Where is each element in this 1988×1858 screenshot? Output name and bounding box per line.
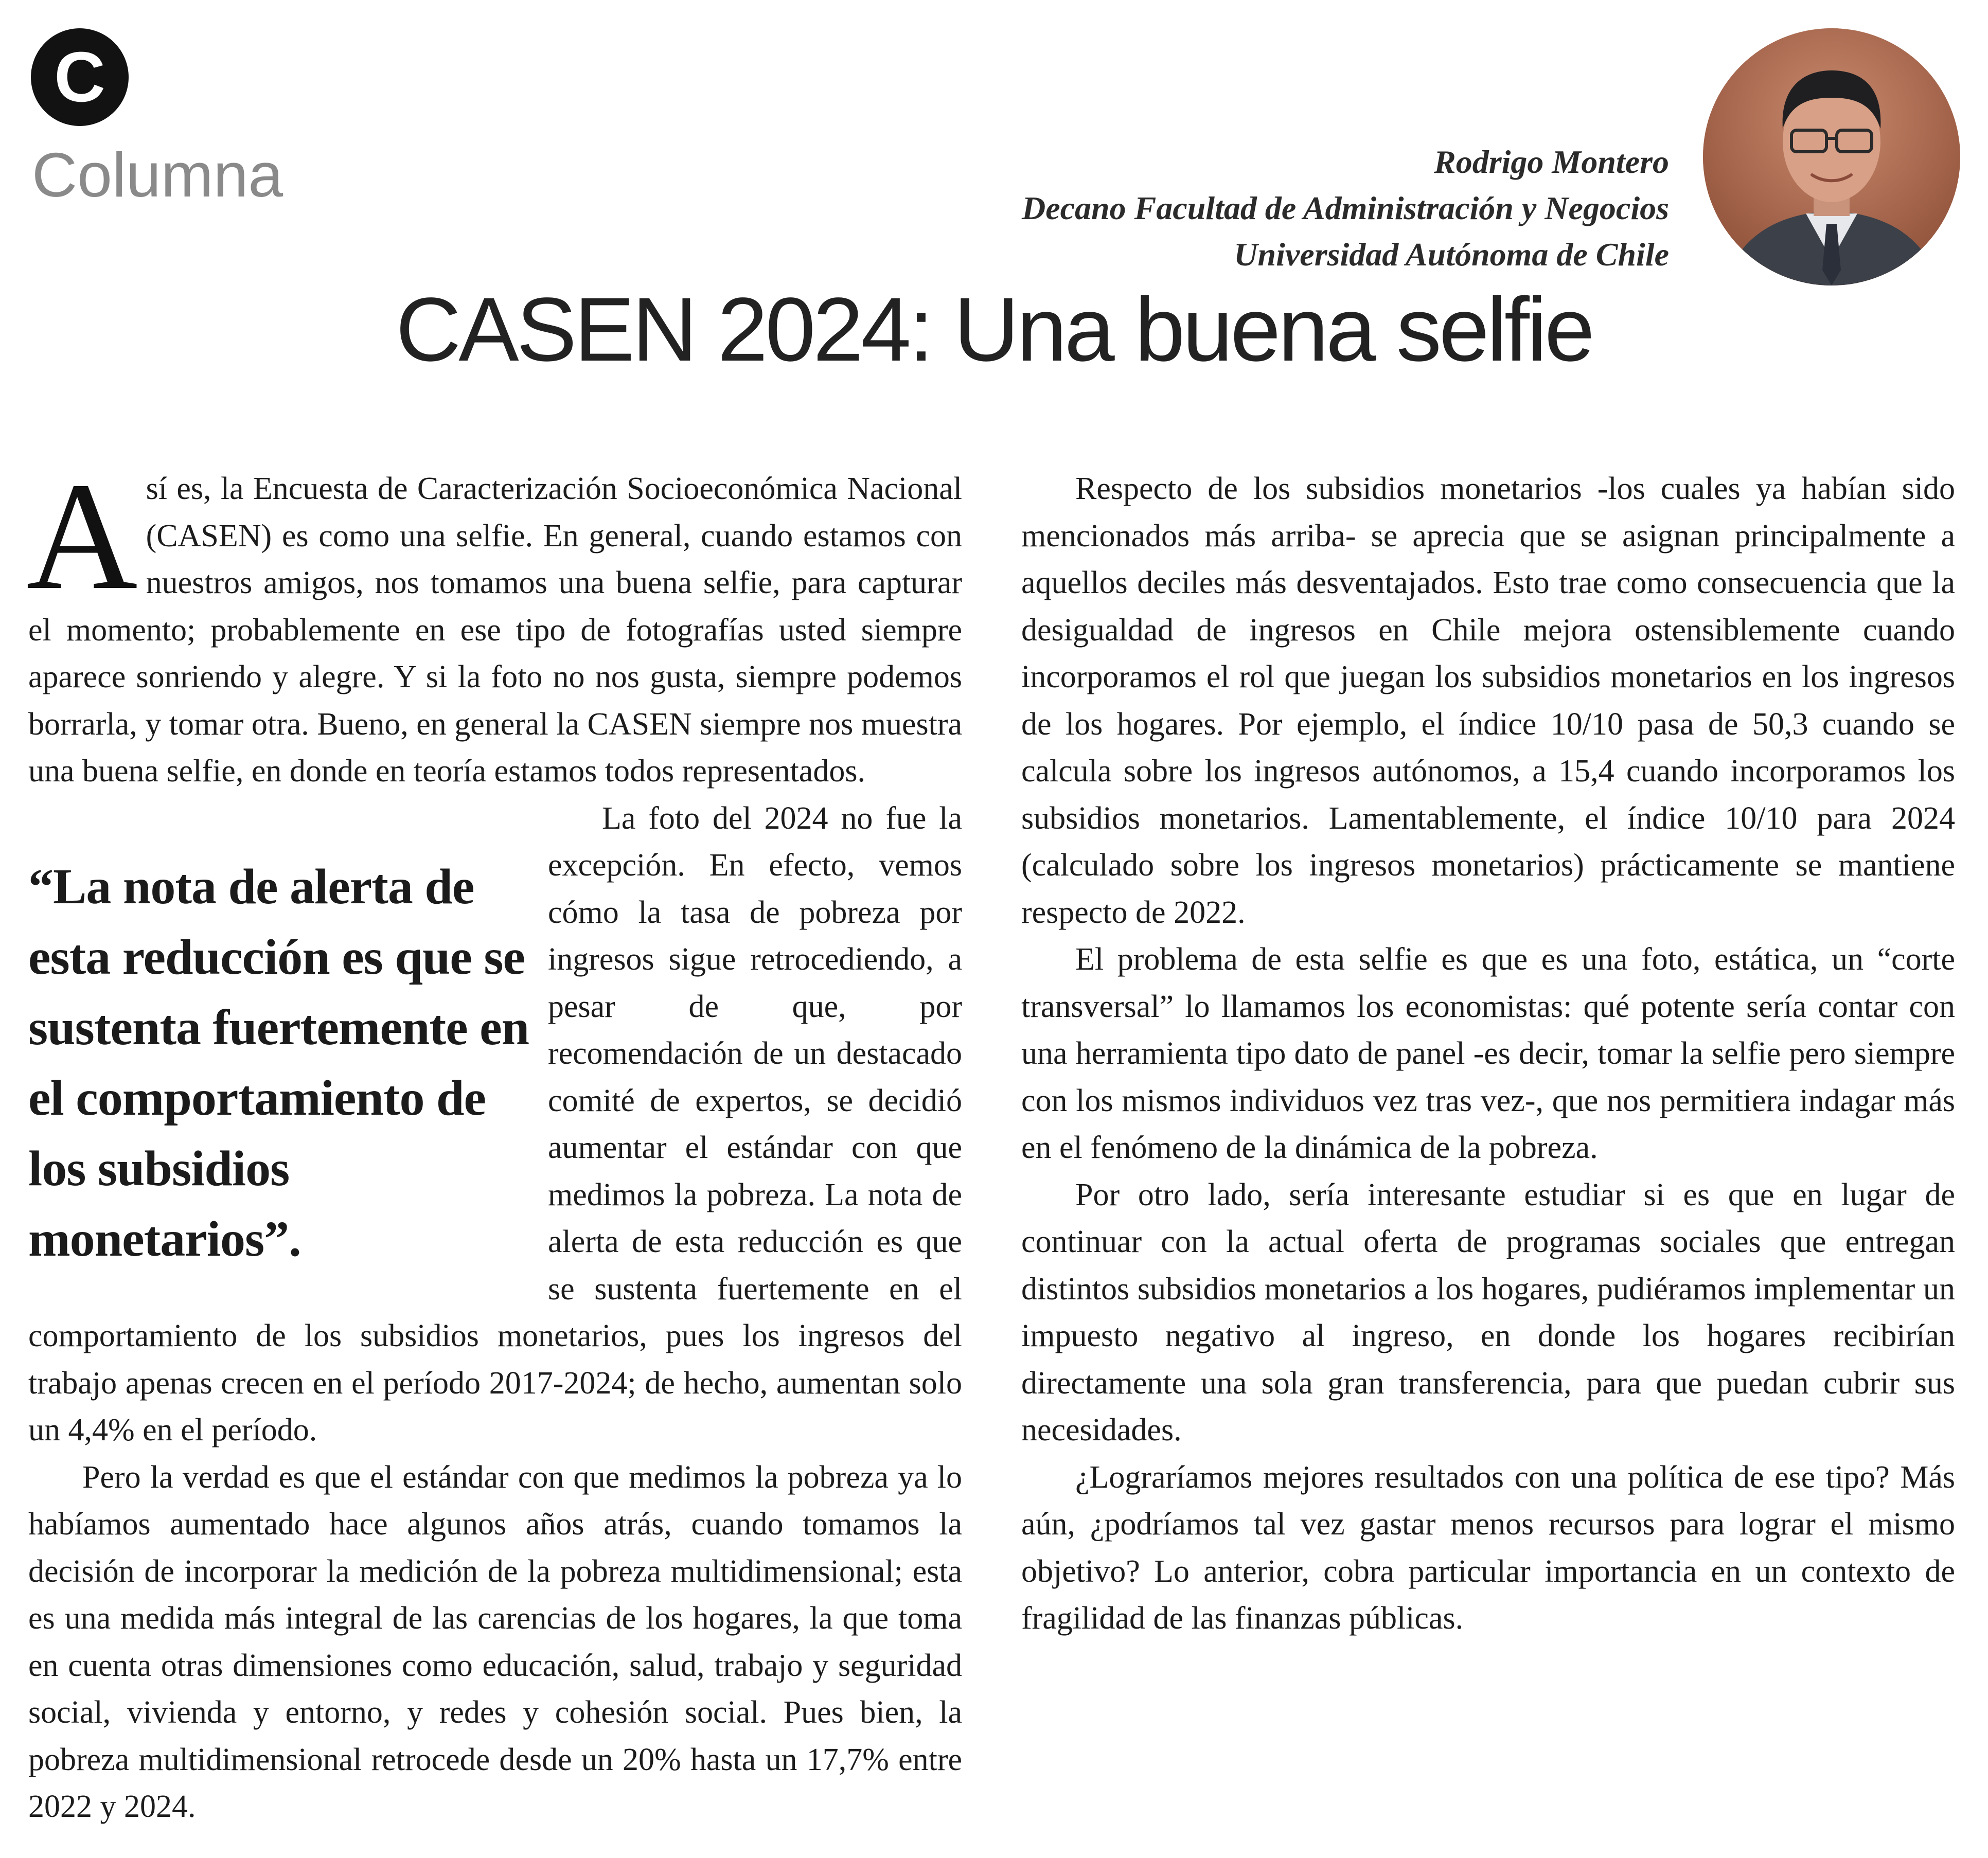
paragraph-5: El problema de esta selfie es que es una foto, estática, un “corte transversal” lo llamamos los economistas: qué potente sería contar con una herramienta tipo dato de panel -es decir, tomar la selfie pero siempre con los mismos individuos vez tras vez-, que nos permitiera indagar más en el fenómeno de la dinámica de la pobreza. [1021,942,1955,1165]
author-name: Rodrigo Montero [1434,144,1669,180]
article-title: CASEN 2024: Una buena selfie [396,279,1592,380]
paragraph-4: Respecto de los subsidios monetarios -los cuales ya habían sido mencionados más arriba- se aprecia que se asignan principalmente a aquellos deciles más desventajados. Esto trae como consecuencia que la desigualdad de ingresos en Chile mejora ostensiblemente cuando incorporamos el rol que juegan los subsidios monetarios en los ingresos de los hogares. Por ejemplo, el índice 10/10 pasa de 50,3 cuando se calcula sobre los ingresos autónomos, a 15,4 cuando incorporamos los subsidios monetarios. Lamentablemente, el índice 10/10 para 2024 (calculado sobre los ingresos monetarios) prácticamente se mantiene respecto de 2022. [1021,471,1955,930]
column-badge-icon [31,28,129,126]
section-label: Columna [32,140,283,210]
paragraph-2: La foto del 2024 no fue la excepción. En efecto, vemos cómo la tasa de pobreza por ingresos sigue retrocediendo, a pesar de que, por recomendación de un destacado comité de expertos, se decidió aumentar el estándar con que medimos la pobreza. La nota de alerta de esta reducción es que se sustenta fuertemente en el comportamiento de los subsidios monetarios, pues los ingresos del trabajo apenas crecen en el período 2017-2024; de hecho, aumentan solo un 4,4% en el período. [28,800,962,1448]
pull-quote: “La nota de alerta de esta reducción es que se sustenta fuertemente en el comportamiento de los subsidios monetarios”. [28,859,529,1267]
author-role: Decano Facultad de Administración y Negocios [1021,190,1669,226]
paragraph-3: Pero la verdad es que el estándar con que medimos la pobreza ya lo habíamos aumentado hace algunos años atrás, cuando tomamos la decisión de incorporar la medición de la pobreza multidimensional; esta es una medida más integral de las carencias de los hogares, la que toma en cuenta otras dimensiones como educación, salud, trabajo y seguridad social, vivienda y entorno, y redes y cohesión social. Pues bien, la pobreza multidimensional retrocede desde un 20% hasta un 17,7% entre 2022 y 2024. [28,1459,962,1824]
paragraph-7: ¿Lograríamos mejores resultados con una política de ese tipo? Más aún, ¿podríamos tal vez gastar menos recursos para lograr el mismo objetivo? Lo anterior, cobra particular importancia en un contexto de fragilidad de las finanzas públicas. [1021,1459,1955,1636]
article-column-left [26,451,962,1831]
badge-letter: C [54,37,105,117]
paragraph-6: Por otro lado, sería interesante estudiar si es que en lugar de continuar con la actual oferta de programas sociales que entregan distintos subsidios monetarios a los hogares, pudiéramos implementar un impuesto negativo al ingreso, en donde los hogares recibirían directamente una sola gran transferencia, para que puedan cubrir sus necesidades. [1021,1177,1955,1448]
paragraph-intro-text: sí es, la Encuesta de Caracterización Socioeconómica Nacional (CASEN) es como una selfie. En general, cuando estamos con nuestros amigos, nos tomamos una buena selfie, para capturar el momento; probablemente en ese tipo de fotografías usted siempre aparece sonriendo y alegre. Y si la foto no nos gusta, siempre podemos borrarla, y tomar otra. Bueno, en general la CASEN siempre nos muestra una buena selfie, en donde en teoría estamos todos representados. [28,471,962,789]
author-photo [1703,28,1960,285]
author-affiliation: Universidad Autónoma de Chile [1234,236,1669,273]
byline [1022,139,1669,278]
paragraph-intro [26,451,962,795]
drop-cap: A [26,451,138,621]
article-column-right [1021,466,1955,1642]
author-portrait-icon [1703,28,1960,285]
